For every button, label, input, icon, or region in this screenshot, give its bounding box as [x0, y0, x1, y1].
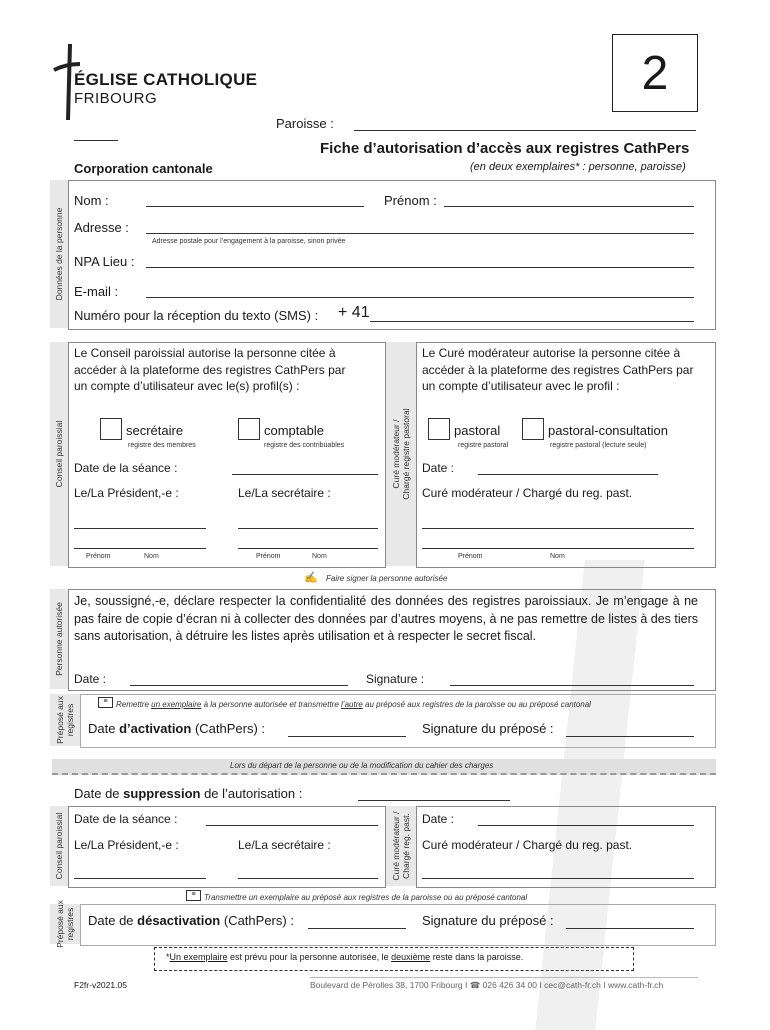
conseil-text: Le Conseil paroissial autorise la personne citée à accéder à la plateforme des registres CathPers par un compte d’utilisateur avec le(s) profil(s) :	[74, 346, 346, 393]
side-label-cure-2	[386, 806, 416, 886]
pastoral-checkbox[interactable]	[428, 418, 450, 440]
form-title: Fiche d’autorisation d’accès aux registres CathPers	[320, 140, 690, 157]
cure2-line[interactable]	[422, 878, 694, 879]
depart-banner-text: Lors du départ de la personne ou de la modification du cahier des charges	[230, 761, 494, 770]
prepose2-side-2: registres	[65, 907, 75, 941]
prepose2-signature-field[interactable]	[566, 928, 694, 929]
faire-signer-note: Faire signer la personne autorisée	[326, 574, 448, 583]
form-number-box	[612, 34, 698, 112]
cure2-side-1: Curé modérateur /	[391, 811, 401, 881]
autorisee-date-label: Date :	[74, 672, 107, 686]
form-subtitle: (en deux exemplaires* : personne, paroisse)	[470, 161, 686, 173]
nom-field[interactable]	[146, 206, 364, 207]
president-label: Le/La Président,-e :	[74, 486, 179, 500]
document-icon: ≡	[98, 697, 113, 708]
conseil2-secretaire-label: Le/La secrétaire :	[238, 838, 331, 852]
autorisee-date-field[interactable]	[130, 685, 348, 686]
short-rule	[74, 140, 118, 141]
secretaire-line-2[interactable]	[238, 548, 378, 549]
desactivation-date-field[interactable]	[308, 928, 406, 929]
cure2-signataire-label: Curé modérateur / Chargé du reg. past.	[422, 838, 633, 852]
secretaire-note: registre des membres	[128, 442, 196, 449]
prepose2-signature-label: Signature du préposé :	[422, 913, 554, 928]
cure-signataire-label: Curé modérateur / Chargé du reg. past.	[422, 486, 633, 500]
sms-field[interactable]	[370, 321, 694, 322]
pastoral-consultation-label: pastoral-consultation	[548, 423, 668, 438]
cure-nom-hint: Nom	[550, 553, 565, 560]
president-line-1[interactable]	[74, 528, 206, 529]
pastoral-consultation-note: registre pastoral (lecture seule)	[550, 442, 647, 449]
org-name	[74, 70, 257, 107]
comptable-checkbox[interactable]	[238, 418, 260, 440]
autorisee-signature-field[interactable]	[450, 685, 694, 686]
prepose1-signature-label: Signature du préposé :	[422, 721, 554, 736]
suppression-label: Date de suppression de l’autorisation :	[74, 786, 303, 801]
remettre-b: un exemplaire	[151, 700, 202, 709]
president-prenom-hint: Prénom	[86, 553, 111, 560]
sms-prefix: + 41	[338, 304, 370, 321]
email-label: E-mail :	[74, 284, 119, 299]
president-line-2[interactable]	[74, 548, 206, 549]
side-label-cure	[386, 342, 416, 566]
cure2-date-field[interactable]	[478, 825, 694, 826]
remettre-c: à la personne autorisée et transmettre	[201, 700, 342, 709]
side-label-autorisee: Personne autorisée	[50, 589, 68, 689]
secretaire-nom-hint: Nom	[312, 553, 327, 560]
pen-icon: ✍	[304, 572, 318, 584]
sms-label: Numéro pour la réception du texto (SMS) :	[74, 308, 319, 323]
npa-label: NPA Lieu :	[74, 254, 135, 269]
prepose1-side-2: registres	[65, 703, 75, 737]
date-seance-label: Date de la séance :	[74, 461, 178, 475]
adresse-label: Adresse :	[74, 220, 129, 235]
conseil2-president-label: Le/La Président,-e :	[74, 838, 179, 852]
date-seance-field[interactable]	[232, 474, 378, 475]
remettre-note	[116, 700, 591, 709]
secretaire-prenom-hint: Prénom	[256, 553, 281, 560]
form-number: 2	[641, 46, 669, 100]
conseil2-date-field[interactable]	[206, 825, 378, 826]
conseil2-secretaire-line[interactable]	[238, 878, 378, 879]
comptable-label: comptable	[264, 423, 324, 438]
side-label-personne: Données de la personne	[50, 180, 68, 328]
footer-address: Boulevard de Pérolles 38, 1700 Fribourg I ☎ 026 426 34 00 I cec@cath-fr.ch I www.cath-fr.ch	[310, 980, 664, 990]
cure2-side-2: Chargé reg. past.	[401, 813, 411, 879]
cure-line-1[interactable]	[422, 528, 694, 529]
declaration-text: Je, soussigné,-e, déclare respecter la confidentialité des données des registres paroissiaux. Je m’engage à ne pas faire de copie d’écran ni à collecter des données par d’autres moyens, à ne pas remettre de listes à des tiers sans autorisation, à détruire les listes après utilisation et à respecter le secret fiscal.	[74, 594, 698, 643]
activation-label: Date d’activation (CathPers) :	[88, 721, 266, 736]
footer-rule	[310, 977, 698, 978]
org-line1: ÉGLISE CATHOLIQUE	[74, 70, 258, 89]
document-icon-2: ≡	[186, 890, 201, 901]
president-nom-hint: Nom	[144, 553, 159, 560]
cure-side-1: Curé modérateur /	[391, 419, 401, 489]
prenom-field[interactable]	[444, 206, 694, 207]
adresse-note: Adresse postale pour l’engagement à la paroisse, sinon privée	[152, 238, 346, 245]
paroisse-field[interactable]	[354, 130, 696, 131]
side-label-prepose-1	[50, 694, 80, 746]
footnote-text: *Un exemplaire est prévu pour la personne autorisée, le deuxième reste dans la paroisse.	[166, 952, 524, 962]
remettre-e: au préposé aux registres de la paroisse ou au préposé cantonal	[362, 700, 591, 709]
cure-date-label: Date :	[422, 461, 455, 475]
prepose2-side-1: Préposé aux	[55, 900, 65, 948]
nom-label: Nom :	[74, 193, 109, 208]
secretaire-line-1[interactable]	[238, 528, 378, 529]
org-line2: FRIBOURG	[74, 90, 158, 107]
pastoral-label: pastoral	[454, 423, 501, 438]
secretaire-checkbox[interactable]	[100, 418, 122, 440]
desactivation-label: Date de désactivation (CathPers) :	[88, 913, 294, 928]
side-label-conseil: Conseil paroissial	[50, 342, 68, 566]
secretaire-label: secrétaire	[126, 423, 184, 438]
email-field[interactable]	[146, 297, 694, 298]
side-label-prepose-2	[50, 900, 80, 948]
npa-field[interactable]	[146, 267, 694, 268]
cure-line-2[interactable]	[422, 548, 694, 549]
side-label-conseil-2: Conseil paroissial	[50, 806, 68, 886]
remettre-d: l’autre	[341, 700, 363, 709]
cure-side-2: Chargé registre pastoral	[401, 408, 411, 500]
secretaire-sign-label: Le/La secrétaire :	[238, 486, 331, 500]
cure-date-field[interactable]	[478, 474, 658, 475]
cure2-date-label: Date :	[422, 812, 455, 826]
conseil2-date-label: Date de la séance :	[74, 812, 178, 826]
pastoral-consultation-checkbox[interactable]	[522, 418, 544, 440]
comptable-note: registre des contribuables	[264, 442, 345, 449]
activation-date-field[interactable]	[288, 736, 406, 737]
footer-version: F2fr-v2021.05	[74, 980, 127, 990]
adresse-field[interactable]	[146, 233, 694, 234]
autorisee-signature-label: Signature :	[366, 672, 425, 686]
prepose1-signature-field[interactable]	[566, 736, 694, 737]
pastoral-note: registre pastoral	[458, 442, 509, 449]
prenom-label: Prénom :	[384, 193, 437, 208]
remettre-a: Remettre	[116, 700, 152, 709]
cure-text: Le Curé modérateur autorise la personne citée à accéder à la plateforme des registres CathPers par un compte d’utilisateur avec le profil :	[422, 346, 694, 393]
conseil2-president-line[interactable]	[74, 878, 206, 879]
suppression-date-field[interactable]	[358, 800, 510, 801]
corporation-label: Corporation cantonale	[74, 161, 213, 176]
prepose1-side-1: Préposé aux	[55, 696, 65, 744]
paroisse-label: Paroisse :	[276, 116, 334, 131]
transmettre-note: Transmettre un exemplaire au préposé aux registres de la paroisse ou au préposé cantonal	[204, 893, 528, 902]
cure-prenom-hint: Prénom	[458, 553, 483, 560]
